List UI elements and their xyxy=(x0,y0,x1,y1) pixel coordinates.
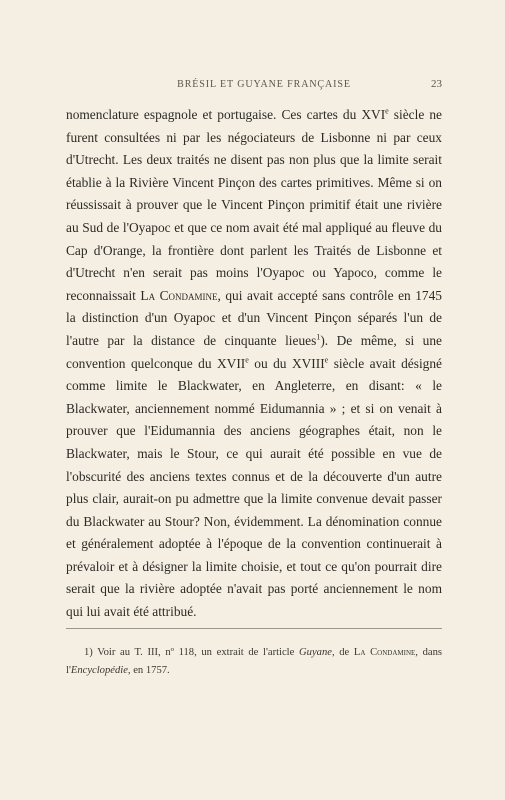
page-number: 23 xyxy=(431,78,442,90)
footnote-text: en 1757. xyxy=(130,665,170,676)
footnote-divider xyxy=(66,628,442,629)
footnote-marker: 1 xyxy=(84,647,90,658)
superscript: e xyxy=(385,106,389,116)
footnote xyxy=(66,644,442,680)
footnote-author-smallcaps: La Condamine xyxy=(353,647,416,658)
superscript: e xyxy=(324,355,329,365)
footnote-text: de xyxy=(334,647,354,658)
footnote-text: , dans l' xyxy=(66,647,443,676)
text-run: siècle avait désigné comme limite le Blackwater, en Angleterre, en disant: « le Blackwater, anciennement nommé Eidumannia » ; et si on venait à prouver que l'Eidumannia des anciens géographes était, non le Blackwater, mais le Stour, ce qui aurait été possible en vue de l'obscurité des anciens textes connus et de la découverte d'un autre plus clair, aurait-on pu admettre que la limite convenue devait passer du Blackwater au Stour? Non, évidemment. La dénomination connue et généralement adoptée à l'époque de la convention continuerait à prévaloir et à désigner la limite choisie, et tout ce qu'on pourrait dire serait que la rivière adoptée n'avait pas porté anciennement le nom qui lui avait été attribué. xyxy=(66,355,443,620)
body-text xyxy=(66,104,442,624)
superscript: e xyxy=(245,355,249,365)
text-run: ). De même, si une convention quelconque du XVII xyxy=(66,332,442,371)
text-run: siècle ne furent consultées ni par les négociateurs de Lisbonne ni par ceux d'Utrecht. Les deux traités ne disent pas non plus que la limite serait établie à la Rivière Vincent Pinçon des cartes primitives. Même si on réussissait à prouver que le Vincent Pinçon primitif était une rivière au Sud de l'Oyapoc et que ce nom avait été mal appliqué au fleuve du Cap d'Orange, la frontière dont parlent les Traités de Lisbonne et d'Utrecht n'en serait pas moins l'Oyapoc ou Yapoco, comme le reconnaissait xyxy=(66,107,442,303)
text-run: nomenclature espagnole et portugaise. Ces cartes du XVI xyxy=(66,107,386,122)
text-run: , qui avait accepté sans contrôle en 1745 la distinction d'un Oyapoc et d'un Vincent Pinçon séparés l'un de l'autre par la distance de cinquante lieues xyxy=(66,287,442,348)
footnote-text: ) Voir au T. III, nº 118, un extrait de l'article xyxy=(89,647,299,658)
footnote-italic: Encyclopédie, xyxy=(70,665,131,676)
footnote-reference: 1 xyxy=(316,332,321,342)
running-header xyxy=(66,79,442,90)
body-paragraph xyxy=(66,104,442,624)
text-run: ou du XVIII xyxy=(248,355,325,371)
running-title: BRÉSIL ET GUYANE FRANÇAISE xyxy=(177,79,351,90)
author-name-smallcaps: La Condamine xyxy=(140,287,218,303)
footnote-italic: Guyane, xyxy=(299,647,335,658)
